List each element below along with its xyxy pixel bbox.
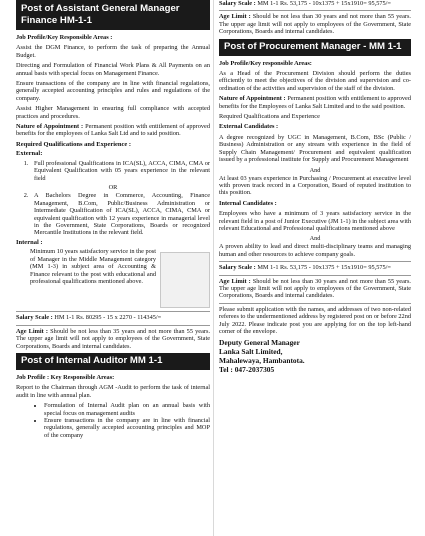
photo-placeholder	[160, 252, 210, 308]
salary-label: Salary Scale :	[219, 0, 256, 7]
external-candidates-text-2: At least 03 years experience in Purchasing / Procurement at executive level with proven track record in a Corporation, Board of reputed institution to this position.	[219, 174, 411, 197]
qualification-item: 2. A Bachelors Degree in Commerce, Accounting, Finance Management, B.Com, Public/Business Administration or Intermediate Qualification of ICA(SL), ACCA, CIMA, CMA or equivalent qualification with 12 years experience in managerial level in the Government, State Corporations, Boards or recognized Mercantile Institutions in the relevant field.	[30, 192, 210, 236]
external-heading: External:	[16, 150, 43, 158]
age-text: Should be not less than 30 years and not more than 55 years. The upper age limit will not apply to employees of the Government, State Corporations, Boards and internal candidates.	[219, 277, 411, 300]
job-profile-heading: Job Profile/Key Responsible Areas :	[16, 34, 113, 41]
age-limit-auditor	[219, 13, 411, 35]
salary-value: MM 1-1 Rs. 53,175 - 10x1375 + 15x1910= 95,575/=	[257, 264, 391, 272]
age-label: Age Limit :	[16, 327, 48, 335]
internal-candidates-text-2: A proven ability to lead and direct multi-disciplinary teams and managing human and other resources to achieve company goals.	[219, 243, 411, 258]
required-qualifications-text: Required Qualifications and Experience	[219, 113, 320, 121]
job-profile-heading-2: Job Profile : Key Responsible Areas:	[16, 373, 115, 381]
job-profile-text-5: Report to the Chairman through AGM -Audit to perform the task of internal audit in line with annual plan.	[16, 384, 210, 399]
qualification-item: 1. Full professional Qualifications in ICA(SL), ACCA, CIMA, CMA or Equivalent Qualification with 05 years experience in the relevant field	[30, 160, 210, 182]
post-title-agm-finance: Post of Assistant General Manager Finance HM-1-1	[16, 0, 210, 30]
salary-scale-agm	[16, 314, 210, 321]
age-text: Should be not less than 30 years and not more than 55 years. The upper age limit will not apply to employees of the Government, State Corporations, Boards and internal candidates.	[219, 13, 411, 36]
job-profile-heading-3: Job Profile/Key responsible Areas:	[219, 59, 312, 67]
contact-line: Deputy General Manager	[219, 338, 300, 348]
nature-label: Nature of Appointment :	[16, 123, 84, 131]
age-text: Should be not less than 35 years and not more than 55 years. The upper age limit will not apply to employees of the Government, State Corporations, Boards and internal candidates.	[16, 327, 210, 350]
divider	[219, 261, 411, 262]
internal-candidates-heading: Internal Candidates :	[219, 199, 277, 207]
internal-text: Minimum 10 years satisfactory service in the post of Manager in the Middle Management category (MM 1-3) in subject area of Accounting & Finance relevant to the post with educational and professional qualifications mentioned above.	[30, 248, 156, 285]
age-label: Age Limit :	[219, 277, 251, 285]
list-item: • Formulation of Internal Audit plan on an annual basis with special focus on management audits	[44, 402, 210, 417]
salary-scale-auditor	[219, 0, 411, 7]
salary-value: MM 1-1 Rs. 53,175 - 10x1375 + 15x1910= 95,575/=	[257, 0, 391, 7]
age-limit-agm	[16, 328, 210, 350]
post-title-internal-auditor: Post of Internal Auditor MM 1-1	[16, 353, 210, 370]
left-column	[16, 0, 210, 536]
contact-line: Tel : 047-2037305	[219, 365, 275, 375]
salary-scale-procurement	[219, 264, 411, 271]
contact-block	[219, 338, 411, 374]
nature-text: Permanent position with entitlement of approved benefits for the employees of Lanka Salt Ltd and to said position.	[16, 123, 210, 138]
external-candidates-text-1: A degree recognized by UGC in Management, B.Com, BSc (Public / Business) Administration or any stream with experience in the field of Supply Chain Management/ Procurement and equivalent qualification issued by a professional institute for Supply and Procurement Management	[219, 133, 411, 164]
job-profile-text-6: As a Head of the Procurement Division should perform the duties efficiently to meet the objectives of the division and supervision and co-ordination of the activities and supervision of the staff of the division.	[219, 70, 411, 92]
age-label: Age Limit :	[219, 13, 251, 21]
job-profile-text-3: Ensure transactions of the company are in line with financial regulations, generally accepted accounting principles and rules and regulations of the company.	[16, 80, 210, 102]
internal-candidates-text-1: Employees who have a minimum of 3 years satisfactory service in the relevant field in a post of Junior Executive (JM 1-1) in the subject area with relevant Educational and Professional qualifications mentioned above	[219, 210, 411, 232]
divider	[16, 311, 210, 312]
and-separator: And	[309, 166, 321, 174]
nature-of-appointment-2	[219, 95, 411, 110]
divider	[219, 275, 411, 276]
auditor-duties-list	[16, 402, 210, 439]
external-qualifications-list-2	[16, 192, 210, 236]
external-qualifications-list	[16, 160, 210, 182]
application-instructions: Please submit application with the names, and addresses of two non-related referees to the undermentioned address by registered post on or before 22nd July 2022. Please indicate post you are applying for on the top left-hand corner of the envelope.	[219, 305, 411, 335]
divider	[16, 325, 210, 326]
nature-label: Nature of Appointment :	[219, 95, 286, 103]
salary-label: Salary Scale :	[16, 314, 53, 322]
divider	[219, 10, 411, 11]
salary-value: HM 1-1 Rs. 80295 - 15 x 2270 - 114345/=	[54, 314, 162, 322]
right-column	[219, 0, 411, 536]
column-divider	[213, 0, 214, 536]
contact-line: Mahalewaya, Hambantota.	[219, 356, 305, 366]
contact-line: Lanka Salt Limited,	[219, 347, 283, 357]
external-candidates-heading: External Candidates :	[219, 123, 279, 131]
job-profile-text-4: Assist Higher Management in ensuring full compliance with accepted practices and procedures.	[16, 105, 210, 120]
nature-text: Permanent position with entitlement to approved benefits for the Employees of Lanka Salt Limited and to the said position.	[219, 95, 411, 110]
required-qualifications-heading: Required Qualifications and Experience :	[16, 140, 132, 148]
list-item: • Ensure transactions in the company are in line with financial regulations, generally accepted accounting principles and MOP of the company	[44, 417, 210, 439]
internal-heading: Internal :	[16, 238, 43, 246]
age-limit-procurement	[219, 278, 411, 300]
job-profile-text-1: Assist the DGM Finance, to perform the task of preparing the Annual Budget.	[16, 44, 210, 59]
salary-label: Salary Scale :	[219, 264, 256, 272]
divider	[219, 303, 411, 304]
internal-block	[16, 248, 210, 308]
and-separator: And	[309, 235, 321, 243]
post-title-procurement-manager: Post of Procurement Manager - MM 1-1	[219, 39, 411, 56]
or-separator: OR	[108, 184, 118, 192]
nature-of-appointment	[16, 123, 210, 138]
job-profile-text-2: Directing and Formulation of Financial Work Plans & All Payments on an annual basis with special focus on Management Finance.	[16, 62, 210, 77]
